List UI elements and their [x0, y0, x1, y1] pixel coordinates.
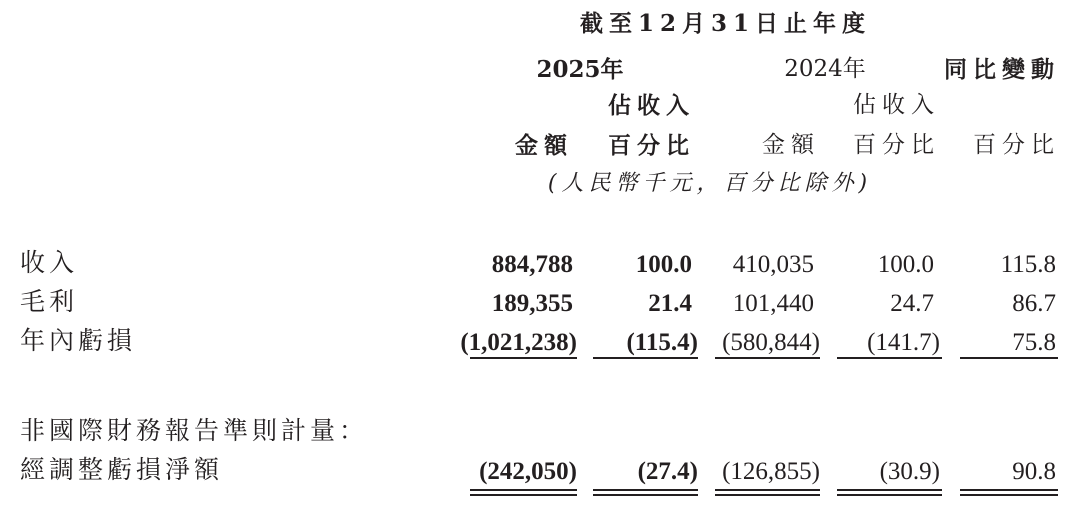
year-2025-header: 2025年 [536, 56, 624, 83]
units-note: (人民幣千元，百分比除外) [547, 171, 873, 196]
non-ifrs-heading: 非國際財務報告準則計量： [20, 416, 369, 445]
loss-pct-2024: (141.7) [867, 329, 940, 356]
revenue-yoy: 115.8 [1000, 251, 1056, 278]
adjusted-loss-amount-2024: (126,855) [722, 458, 820, 485]
underline-loss-yoy [960, 357, 1058, 359]
amount-2024-header: 金額 [762, 132, 820, 158]
double-underline-amount-2025 [470, 489, 577, 496]
loss-pct-2025: (115.4) [626, 329, 698, 356]
revenue-amount-2025: 884,788 [491, 251, 573, 278]
underline-loss-amount-2025 [470, 357, 577, 359]
year-2024-header: 2024年 [784, 56, 866, 82]
revenue-pct-2025: 100.0 [635, 251, 692, 278]
double-underline-pct-2024 [837, 489, 942, 496]
row-label-adjusted-net-loss: 經調整虧損淨額 [20, 455, 224, 484]
revenue-pct-2024: 100.0 [877, 251, 934, 278]
row-label-gross-profit: 毛利 [20, 287, 79, 316]
adjusted-loss-yoy: 90.8 [1012, 458, 1056, 485]
gross-profit-pct-2024: 24.7 [890, 290, 934, 317]
gross-profit-amount-2024: 101,440 [732, 290, 814, 317]
adjusted-loss-pct-2025: (27.4) [637, 458, 698, 485]
double-underline-yoy [960, 489, 1058, 496]
amount-2025-header: 金額 [515, 132, 573, 159]
loss-amount-2025: (1,021,238) [460, 329, 577, 356]
adjusted-loss-amount-2025: (242,050) [479, 458, 577, 485]
gross-profit-amount-2025: 189,355 [491, 290, 573, 317]
pct-of-revenue-2025-line1: 佔收入 [608, 92, 695, 119]
yoy-change-header: 同比變動 [944, 56, 1060, 83]
pct-of-revenue-2025-line2: 百分比 [608, 132, 695, 159]
row-label-revenue: 收入 [20, 248, 79, 277]
underline-loss-pct-2024 [837, 357, 942, 359]
gross-profit-pct-2025: 21.4 [648, 290, 692, 317]
adjusted-loss-pct-2024: (30.9) [879, 458, 940, 485]
double-underline-amount-2024 [715, 489, 820, 496]
pct-of-revenue-2024-line1: 佔收入 [853, 92, 940, 118]
revenue-amount-2024: 410,035 [732, 251, 814, 278]
yoy-percentage-header: 百分比 [973, 132, 1060, 158]
period-header: 截至12月31日止年度 [580, 10, 872, 37]
pct-of-revenue-2024-line2: 百分比 [853, 132, 940, 158]
loss-amount-2024: (580,844) [722, 329, 820, 356]
underline-loss-pct-2025 [593, 357, 698, 359]
underline-loss-amount-2024 [715, 357, 820, 359]
row-label-loss-for-year: 年內虧損 [20, 326, 137, 355]
loss-yoy: 75.8 [1012, 329, 1056, 356]
double-underline-pct-2025 [593, 489, 698, 496]
gross-profit-yoy: 86.7 [1012, 290, 1056, 317]
